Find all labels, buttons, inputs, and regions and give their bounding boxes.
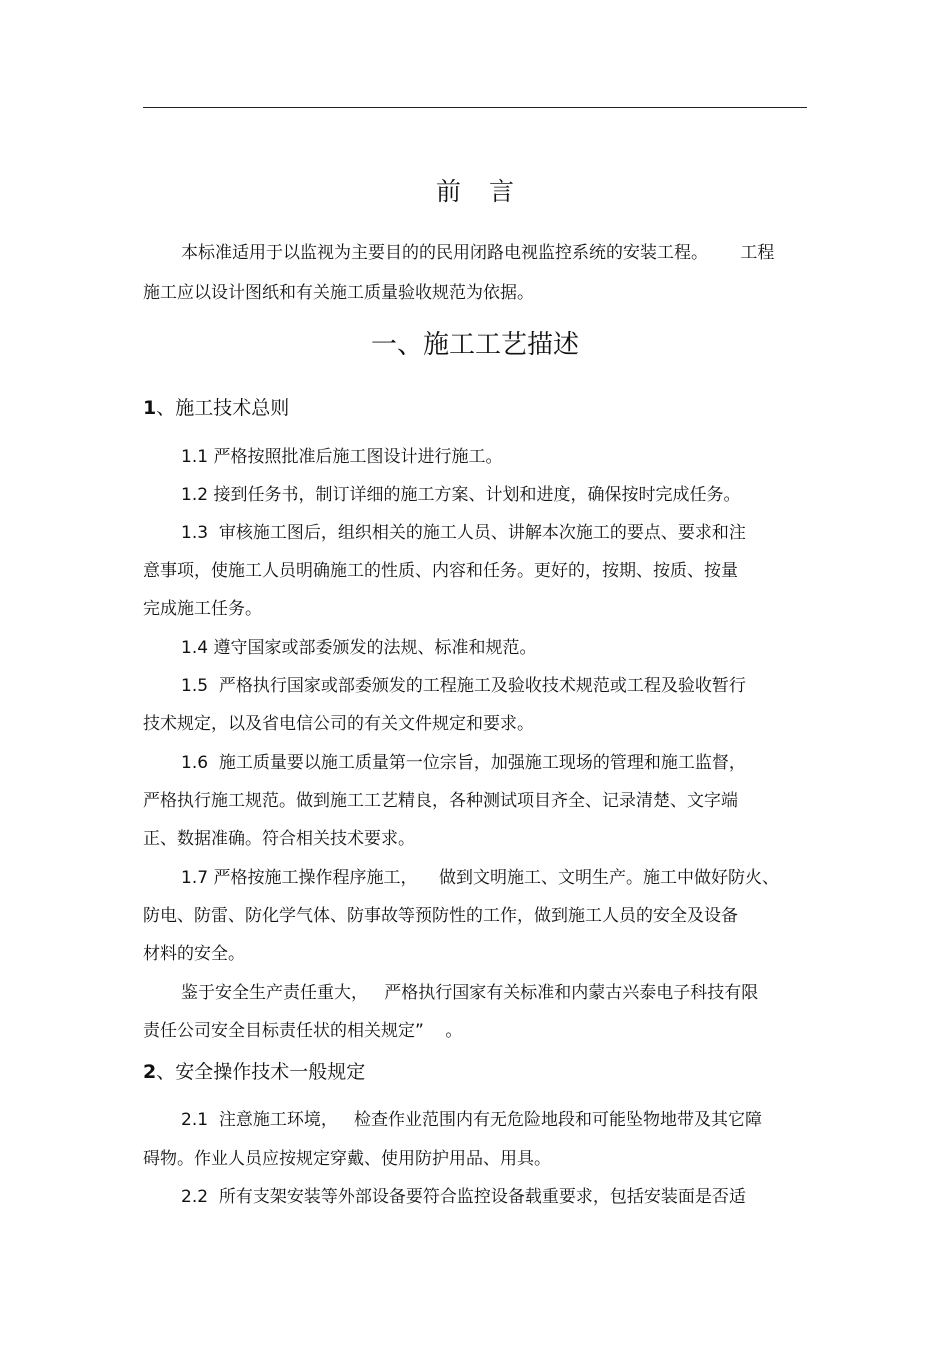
body-line: 防电、防雷、防化学气体、防事故等预防性的工作，做到施工人员的安全及设备 <box>143 906 738 926</box>
section-title: 一、施工工艺描述 <box>370 330 579 360</box>
heading-2 <box>143 1057 365 1087</box>
heading-number: 2 <box>143 1061 157 1083</box>
body-line: 1.5 严格执行国家或部委颁发的工程施工及验收技术规范或工程及验收暂行 <box>181 676 746 696</box>
body-line: 完成施工任务。 <box>143 599 262 619</box>
body-line: 鉴于安全生产责任重大， 严格执行国家有关标准和内蒙古兴泰电子科技有限 <box>181 983 759 1003</box>
body-line: 碍物。作业人员应按规定穿戴、使用防护用品、用具。 <box>143 1149 551 1169</box>
header-rule <box>143 107 807 108</box>
body-line: 1.7 严格按施工操作程序施工， 做到文明施工、文明生产。施工中做好防火、 <box>181 868 780 888</box>
body-line: 责任公司安全目标责任状的相关规定” 。 <box>143 1021 463 1041</box>
body-line: 技术规定，以及省电信公司的有关文件规定和要求。 <box>143 714 534 734</box>
body-line: 材料的安全。 <box>143 944 245 964</box>
body-line: 严格执行施工规范。做到施工工艺精良，各种测试项目齐全、记录清楚、文字端 <box>143 791 738 811</box>
body-line: 1.4 遵守国家或部委颁发的法规、标准和规范。 <box>181 638 537 658</box>
body-line: 正、数据准确。符合相关技术要求。 <box>143 829 415 849</box>
page-title: 前言 <box>435 177 542 206</box>
body-line: 意事项，使施工人员明确施工的性质、内容和任务。更好的，按期、按质、按量 <box>143 561 738 581</box>
body-line: 2.2 所有支架安装等外部设备要符合监控设备载重要求，包括安装面是否适 <box>181 1187 746 1207</box>
body-line: 1.3 审核施工图后，组织相关的施工人员、讲解本次施工的要点、要求和注 <box>181 523 746 543</box>
body-line: 2.1 注意施工环境， 检查作业范围内有无危险地段和可能坠物地带及其它障 <box>181 1110 763 1130</box>
body-line: 1.2 接到任务书，制订详细的施工方案、计划和进度，确保按时完成任务。 <box>181 485 741 505</box>
body-line: 1.6 施工质量要以施工质量第一位宗旨，加强施工现场的管理和施工监督， <box>181 753 746 773</box>
heading-number: 1 <box>143 397 157 419</box>
body-line: 1.1 严格按照批准后施工图设计进行施工。 <box>181 447 503 467</box>
heading-1 <box>143 393 289 423</box>
intro-line: 施工应以设计图纸和有关施工质量验收规范为依据。 <box>143 283 534 303</box>
heading-text: 、安全操作技术一般规定 <box>156 1061 366 1083</box>
intro-line: 本标准适用于以监视为主要目的的民用闭路电视监控系统的安装工程。 工程 <box>181 243 775 263</box>
heading-text: 、施工技术总则 <box>156 397 290 419</box>
